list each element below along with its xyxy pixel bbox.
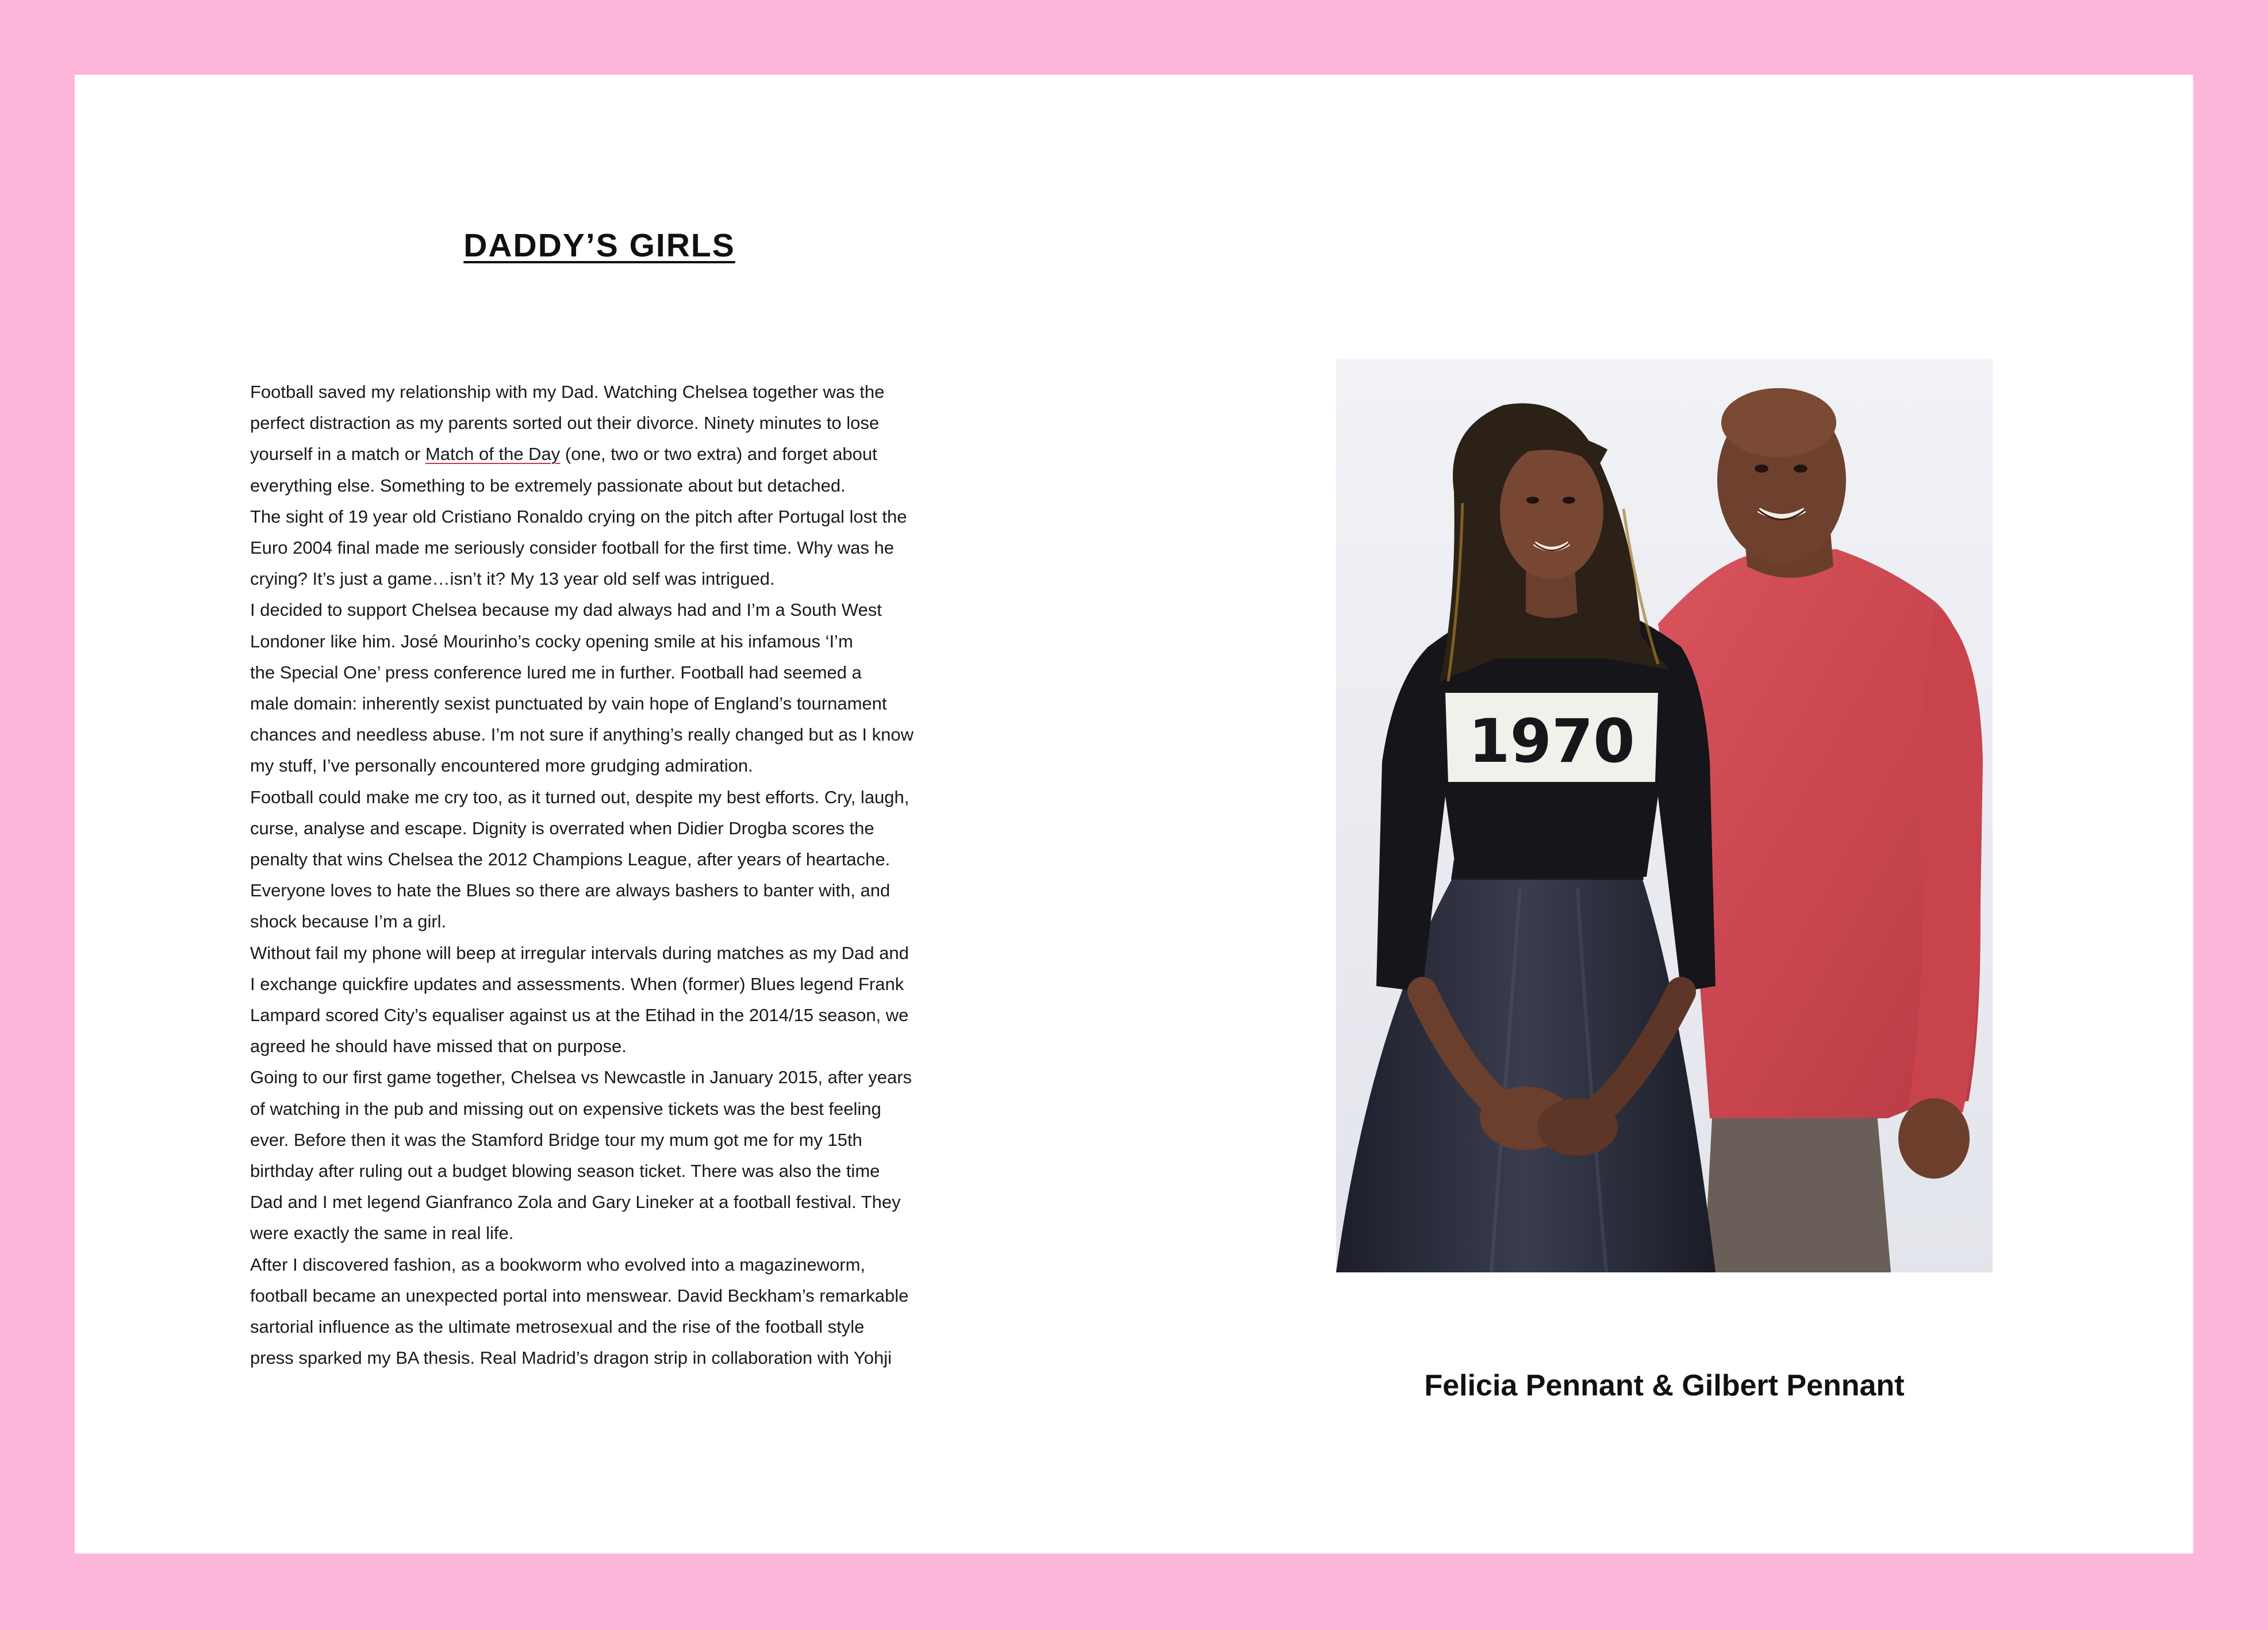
article-line: sartorial influence as the ultimate metrosexual and the rise of the football style [250,1317,865,1337]
article-line: crying? It’s just a game…isn’t it? My 13 year old self was intrigued. [250,569,775,589]
article-line: my stuff, I’ve personally encountered more grudging admiration. [250,755,753,776]
article-line: Without fail my phone will beep at irregular intervals during matches as my Dad and [250,942,909,963]
article-line: agreed he should have missed that on purpose. [250,1036,627,1057]
portrait-illustration [1336,359,1993,1272]
woman-sweater-number: 1970 [1468,706,1635,776]
portrait-photo [1336,359,1993,1272]
article-line: penalty that wins Chelsea the 2012 Champions League, after years of heartache. [250,849,891,870]
article-line: Dad and I met legend Gianfranco Zola and Gary Lineker at a football festival. They [250,1192,901,1213]
man-scalp [1721,388,1836,457]
article-line: I exchange quickfire updates and assessments. When (former) Blues legend Frank [250,973,904,994]
article-line: male domain: inherently sexist punctuated by vain hope of England’s tournament [250,693,887,714]
woman-eye-left [1526,497,1539,504]
programme-title: Match of the Day [425,444,561,465]
man-eye-left [1755,465,1768,473]
article-line: Londoner like him. José Mourinho’s cocky opening smile at his infamous ‘I’m [250,631,853,651]
article-line: press sparked my BA thesis. Real Madrid’s dragon strip in collaboration with Yohji [250,1348,892,1368]
article-line: birthday after ruling out a budget blowing season ticket. There was also the time [250,1161,880,1182]
article-line: of watching in the pub and missing out on expensive tickets was the best feeling [250,1098,881,1119]
article-line: curse, analyse and escape. Dignity is overrated when Didier Drogba scores the [250,818,874,838]
magazine-spread [75,75,2193,1554]
man-trousers [1704,1107,1891,1272]
article-line: Euro 2004 final made me seriously consider football for the first time. Why was he [250,538,894,558]
man-hand [1898,1098,1970,1179]
article-line: perfect distraction as my parents sorted out their divorce. Ninety minutes to lose [250,413,880,434]
article-line: Everyone loves to hate the Blues so there are always bashers to banter with, and [250,880,891,901]
article-body [250,377,997,1374]
article-title [250,207,949,285]
woman-face [1500,444,1603,580]
article-line-text: yourself in a match or [250,444,425,465]
photo-caption: Felicia Pennant & Gilbert Pennant [1424,1369,1905,1402]
article-line: After I discovered fashion, as a bookworm who evolved into a magazineworm, [250,1254,866,1275]
article-line: Lampard scored City’s equaliser against us at the Etihad in the 2014/15 season, we [250,1005,909,1026]
man-eye-right [1794,465,1808,473]
article-line: The sight of 19 year old Cristiano Ronaldo crying on the pitch after Portugal lost the [250,506,907,527]
article-line: the Special One’ press conference lured me in further. Football had seemed a [250,662,862,682]
article-line: I decided to support Chelsea because my dad always had and I’m a South West [250,600,882,620]
article-line: Football saved my relationship with my Dad. Watching Chelsea together was the [250,382,885,402]
woman-eye-right [1563,497,1575,504]
article-line: were exactly the same in real life. [250,1223,514,1244]
article-line: Football could make me cry too, as it turned out, despite my best efforts. Cry, laugh, [250,787,909,807]
article-title-text: DADDY’S GIRLS [463,227,735,264]
article-line-text: (one, two or two extra) and forget about [560,444,877,465]
article-line: Going to our first game together, Chelsea vs Newcastle in January 2015, after years [250,1067,912,1088]
article-line: everything else. Something to be extremely passionate about but detached. [250,475,846,496]
article-line: chances and needless abuse. I’m not sure if anything’s really changed but as I know [250,724,914,745]
article-line: shock because I’m a girl. [250,911,447,932]
article-line: football became an unexpected portal into menswear. David Beckham’s remarkable [250,1285,909,1306]
article-line: ever. Before then it was the Stamford Bridge tour my mum got me for my 15th [250,1129,862,1150]
article-line [250,439,997,470]
